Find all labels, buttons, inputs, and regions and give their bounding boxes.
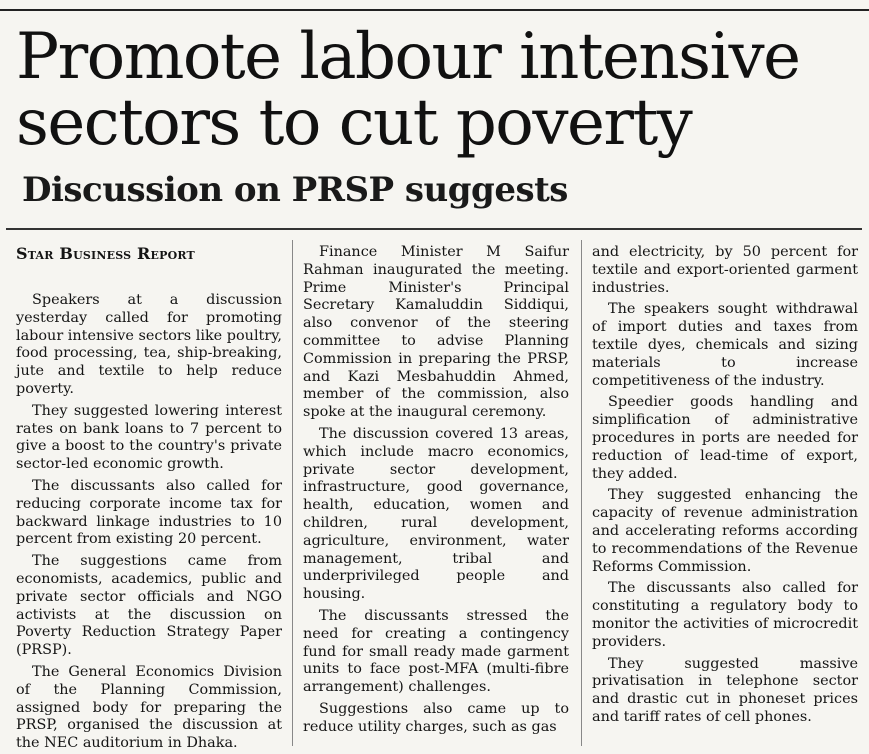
article-column-3 — [592, 244, 858, 727]
top-rule — [0, 9, 869, 11]
column-divider — [292, 240, 293, 746]
paragraph: Speakers at a discussion yesterday called for promoting labour intensive sectors like poultry, food processing, tea, ship-breaking, jute and textile to help reduce poverty. — [16, 292, 282, 397]
paragraph: The discussion covered 13 areas, which include macro economics, private sector development, infrastructure, good governance, health, education, women and children, rural development, agriculture, environment, water management, tribal and underprivileged people and housing. — [303, 425, 569, 603]
headline-line-1: Promote labour intensive — [16, 20, 800, 94]
headline — [16, 20, 866, 160]
paragraph: The General Economics Division of the Planning Commission, assigned body for preparing the PRSP, organised the discussion at the NEC auditorium in Dhaka. — [16, 663, 282, 752]
paragraph: They suggested massive privatisation in telephone sector and drastic cut in phoneset prices and tariff rates of cell phones. — [592, 655, 858, 725]
byline: Star Business Report — [16, 244, 195, 263]
headline-line-2: sectors to cut poverty — [16, 86, 692, 160]
paragraph: Finance Minister M Saifur Rahman inaugurated the meeting. Prime Minister's Principal Secretary Kamaluddin Siddiqui, also convenor of the steering committee to advise Planning Commission in preparing the PRSP, and Kazi Mesbahuddin Ahmed, member of the commission, also spoke at the inaugural ceremony. — [303, 244, 569, 421]
paragraph: The discussants also called for constituting a regulatory body to monitor the activities of microcredit providers. — [592, 580, 858, 650]
paragraph: Suggestions also came up to reduce utility charges, such as gas — [303, 700, 569, 735]
paragraph: They suggested enhancing the capacity of revenue administration and accelerating reforms according to recommendations of the Revenue Reforms Commission. — [592, 487, 858, 575]
paragraph: Speedier goods handling and simplification of administrative procedures in ports are needed for reduction of lead-time of export, they added. — [592, 394, 858, 482]
paragraph: and electricity, by 50 percent for textile and export-oriented garment industries. — [592, 244, 858, 296]
article-column-2 — [303, 244, 569, 737]
paragraph: The speakers sought withdrawal of import duties and taxes from textile dyes, chemicals and sizing materials to increase competitiveness of the industry. — [592, 301, 858, 389]
paragraph: They suggested lowering interest rates on bank loans to 7 percent to give a boost to the country's private sector-led economic growth. — [16, 402, 282, 473]
subheadline: Discussion on PRSP suggests — [22, 170, 568, 210]
paragraph: The discussants stressed the need for creating a contingency fund for small ready made garment units to face post-MFA (multi-fibre arrangement) challenges. — [303, 607, 569, 696]
paragraph: The discussants also called for reducing corporate income tax for backward linkage industries to 10 percent from existing 20 percent. — [16, 477, 282, 548]
section-rule — [6, 228, 862, 230]
article-column-1 — [16, 244, 282, 753]
paragraph: The suggestions came from economists, academics, public and private sector officials and NGO activists at the discussion on Poverty Reduction Strategy Paper (PRSP). — [16, 553, 282, 659]
column-divider — [581, 240, 582, 746]
